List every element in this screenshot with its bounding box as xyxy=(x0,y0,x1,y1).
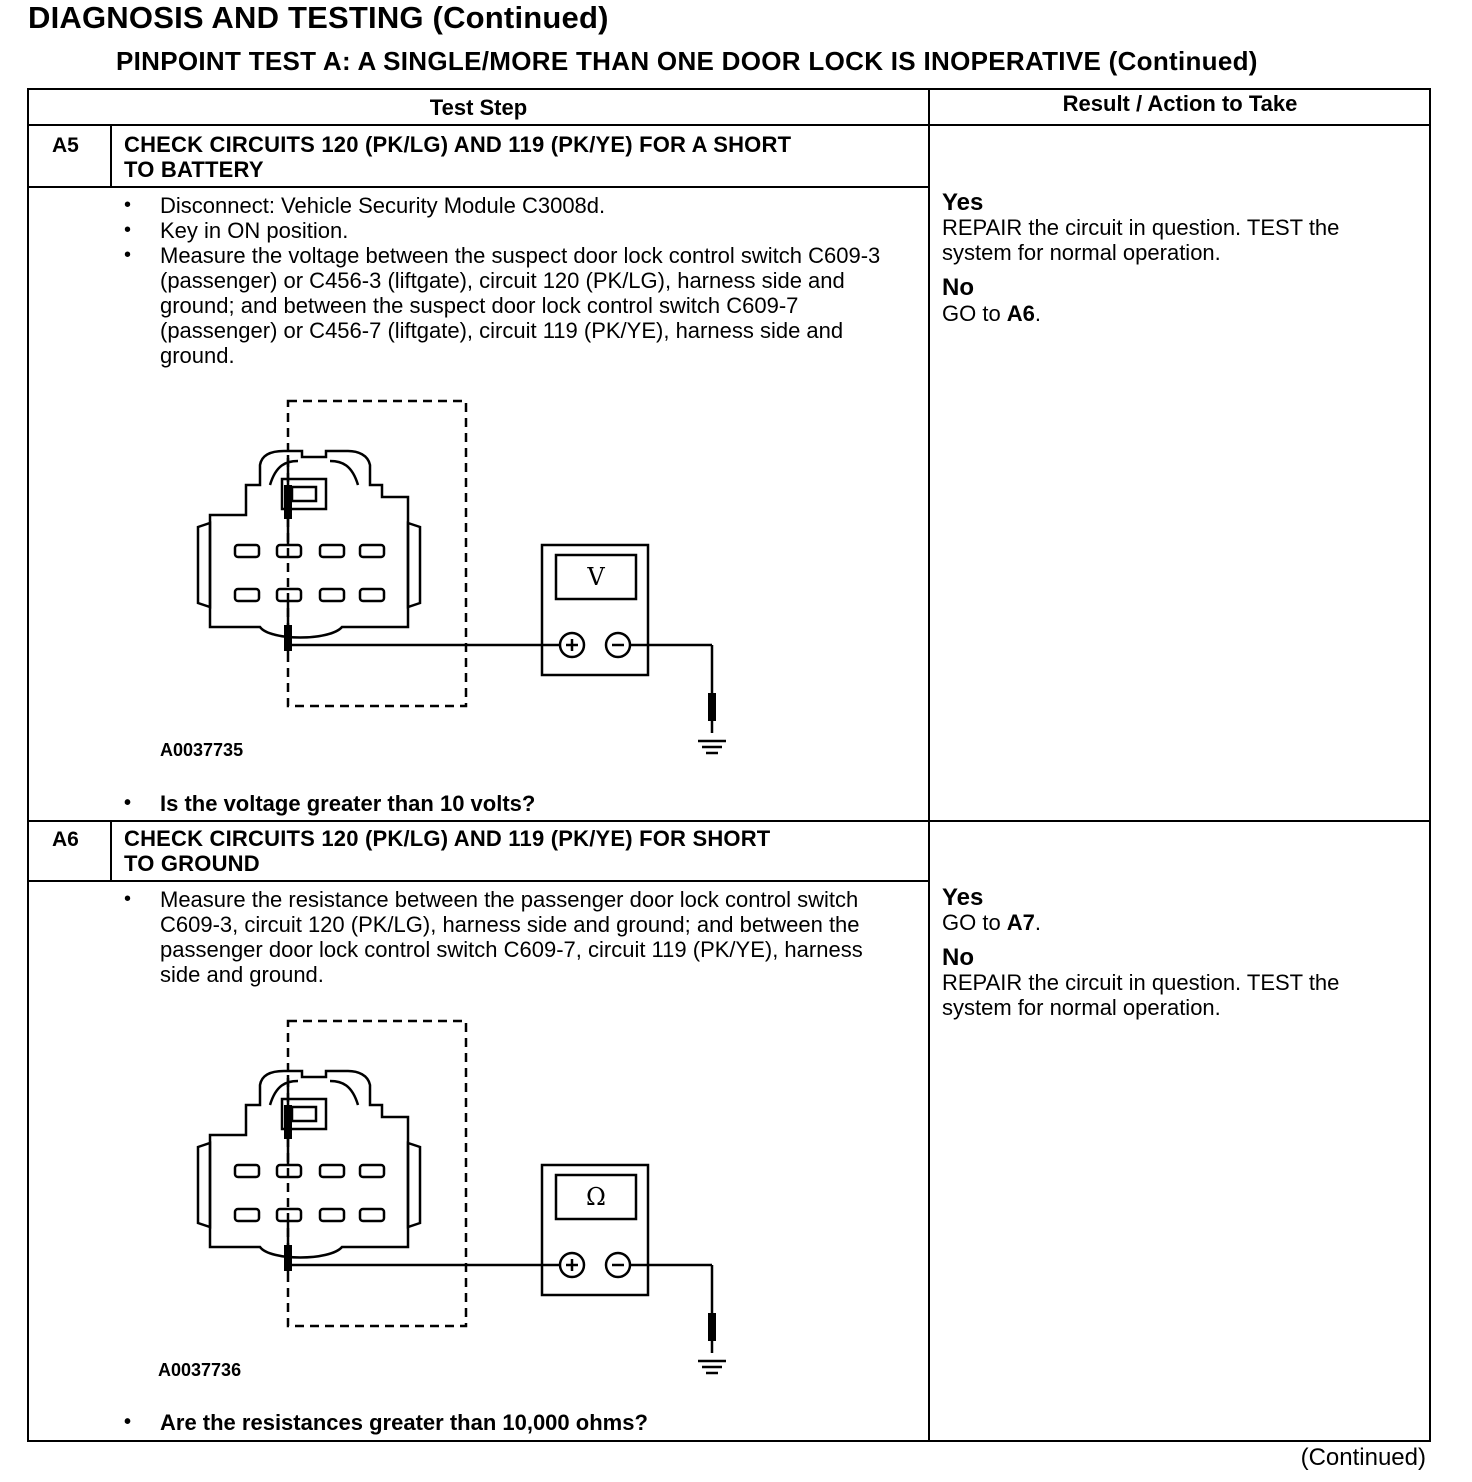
list-item: • Disconnect: Vehicle Security Module C3008d. xyxy=(124,193,904,218)
step-title-a5-line2: TO BATTERY xyxy=(124,157,264,182)
step-title-a6-line1: CHECK CIRCUITS 120 (PK/LG) AND 119 (PK/YE) FOR SHORT xyxy=(124,826,771,851)
result-no-label-a6: No xyxy=(942,944,974,971)
step-title-a6 xyxy=(124,826,770,876)
figure-id-a5: A0037735 xyxy=(160,740,244,760)
continued-note: (Continued) xyxy=(1300,1444,1426,1471)
header-rule xyxy=(27,124,1431,126)
result-yes-text-a6 xyxy=(942,910,1412,935)
column-header-test-step: Test Step xyxy=(429,95,528,120)
column-divider xyxy=(928,88,930,1442)
row-rule-a6 xyxy=(27,820,1431,822)
go-to-step-ref-a7: A7 xyxy=(1006,910,1035,935)
page-title: DIAGNOSIS AND TESTING (Continued) xyxy=(28,0,609,35)
step-title-a5 xyxy=(124,132,791,182)
pinpoint-test-subtitle: PINPOINT TEST A: A SINGLE/MORE THAN ONE DOOR LOCK IS INOPERATIVE (Continued) xyxy=(116,46,1258,76)
result-yes-prefix-a6: GO to xyxy=(942,910,1007,935)
row-rule-a5-title xyxy=(27,186,929,188)
go-to-step-ref-a6: A6 xyxy=(1006,301,1035,326)
result-no-label-a5: No xyxy=(942,274,974,301)
ohmmeter-connector-diagram xyxy=(190,1015,750,1385)
result-yes-label-a5: Yes xyxy=(942,189,984,216)
meter-symbol-ohms: Ω xyxy=(586,1183,606,1211)
result-no-text-a6: REPAIR the circuit in question. TEST the system for normal operation. xyxy=(942,970,1340,1020)
id-divider-a5 xyxy=(110,126,112,187)
result-no-prefix-a5: GO to xyxy=(942,301,1007,326)
meter-symbol-volts: V xyxy=(587,563,605,591)
list-item: • Are the resistances greater than 10,000 ohms? xyxy=(124,1410,904,1435)
list-item: • Key in ON position. xyxy=(124,218,904,243)
result-yes-text-a5: REPAIR the circuit in question. TEST the system for normal operation. xyxy=(942,215,1340,265)
step-a6-question xyxy=(124,1410,904,1435)
step-a5-question xyxy=(124,791,904,816)
list-item: • Is the voltage greater than 10 volts? xyxy=(124,791,904,816)
step-a6-instructions xyxy=(124,887,904,987)
step-title-a5-line1: CHECK CIRCUITS 120 (PK/LG) AND 119 (PK/YE) FOR A SHORT xyxy=(124,132,792,157)
figure-id-a6: A0037736 xyxy=(158,1360,242,1380)
id-divider-a6 xyxy=(110,822,112,881)
harness-side-outline xyxy=(288,401,466,706)
step-id-a5: A5 xyxy=(52,134,79,157)
result-yes-suffix-a6: . xyxy=(1034,910,1042,935)
step-title-a6-line2: TO GROUND xyxy=(124,851,260,876)
column-header-result: Result / Action to Take xyxy=(1062,91,1298,116)
result-no-text-a5 xyxy=(942,301,1412,326)
row-rule-a6-title xyxy=(27,880,929,882)
list-item: • Measure the voltage between the suspect door lock control switch C609-3 (passenger) or C456-3 (liftgate), circuit 120 (PK/LG), harness side and ground; and between the suspect door lock control switch C609-7 (passenger) or C456-7 (liftgate), circuit 119 (PK/YE), harness side and ground. xyxy=(124,243,904,368)
result-no-suffix-a5: . xyxy=(1034,301,1042,326)
voltmeter-connector-diagram xyxy=(190,395,750,765)
list-item: • Measure the resistance between the passenger door lock control switch C609-3, circuit 120 (PK/LG), harness side and ground; and between the passenger door lock control switch C609-7, circuit 119 (PK/YE), harness side and ground. xyxy=(124,887,904,987)
harness-side-outline xyxy=(288,1021,466,1326)
step-a5-instructions xyxy=(124,193,904,368)
step-id-a6: A6 xyxy=(52,828,79,851)
result-yes-label-a6: Yes xyxy=(942,884,984,911)
